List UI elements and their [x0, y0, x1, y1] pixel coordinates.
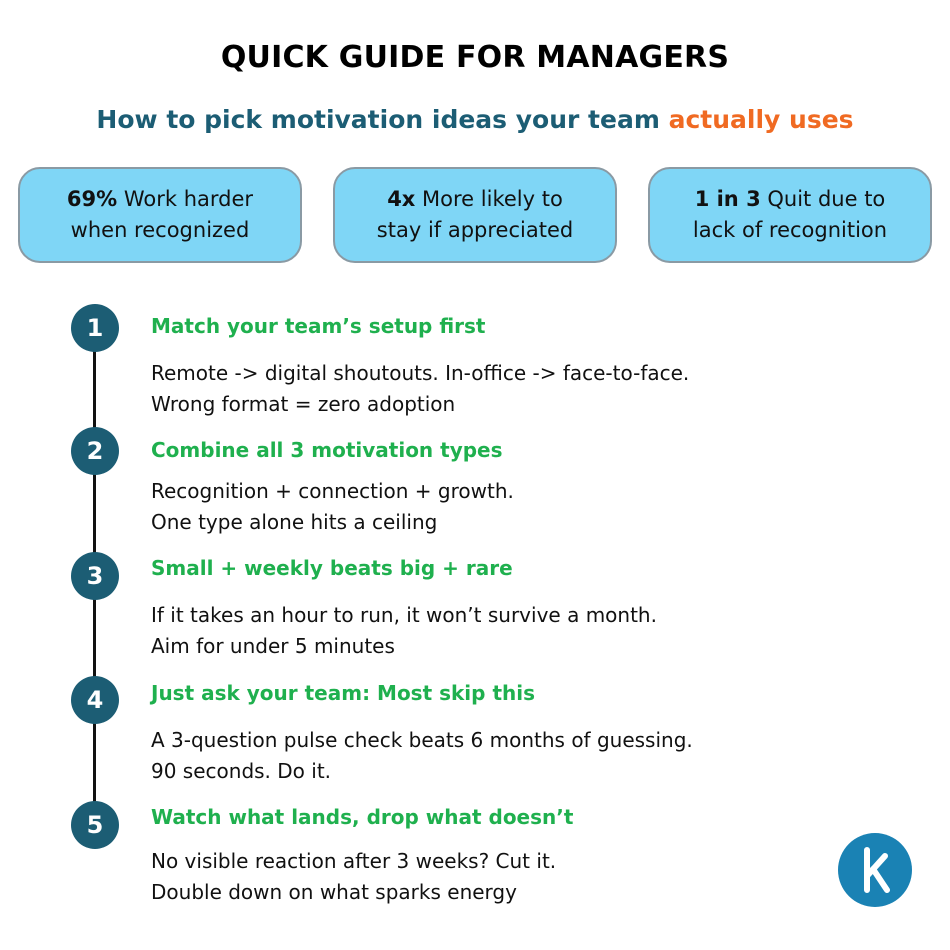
step-line: A 3-question pulse check beats 6 months of guessing. [151, 728, 693, 752]
step-number-badge: 2 [71, 427, 119, 475]
step-title: Just ask your team: Most skip this [151, 681, 536, 705]
stat-value: 69% [66, 187, 118, 211]
stat-text: lack of recognition [692, 218, 888, 242]
page-subtitle [0, 105, 950, 134]
step-line: Double down on what sparks energy [151, 880, 517, 904]
subtitle-main: How to pick motivation ideas your team [96, 105, 660, 134]
step-number-badge: 3 [71, 552, 119, 600]
step-description [151, 846, 556, 908]
stat-value: 1 in 3 [694, 187, 761, 211]
step-description [151, 476, 514, 538]
step-number-badge: 1 [71, 304, 119, 352]
step-title: Combine all 3 motivation types [151, 438, 503, 462]
stat-text: when recognized [70, 218, 250, 242]
step-number-badge: 4 [71, 676, 119, 724]
step-line: Remote -> digital shoutouts. In-office -> face-to-face. [151, 361, 690, 385]
stat-text: Quit due to [767, 187, 886, 211]
stat-text: Work harder [123, 187, 254, 211]
step-line: If it takes an hour to run, it won’t survive a month. [151, 603, 657, 627]
stat-value: 4x [387, 187, 416, 211]
step-number-badge: 5 [71, 801, 119, 849]
stat-card-quit [648, 167, 932, 263]
step-line: Recognition + connection + growth. [151, 479, 514, 503]
step-line: Wrong format = zero adoption [151, 392, 456, 416]
step-title: Watch what lands, drop what doesn’t [151, 805, 574, 829]
step-description [151, 725, 693, 787]
step-line: Aim for under 5 minutes [151, 634, 395, 658]
step-description [151, 600, 657, 662]
k-logo-icon [837, 832, 913, 908]
stat-card-appreciated [333, 167, 617, 263]
stat-text: stay if appreciated [376, 218, 574, 242]
stat-text: More likely to [422, 187, 563, 211]
step-line: 90 seconds. Do it. [151, 759, 332, 783]
page-title: QUICK GUIDE FOR MANAGERS [220, 40, 730, 75]
subtitle-accent: actually uses [668, 105, 854, 134]
step-description [151, 358, 689, 420]
step-title: Small + weekly beats big + rare [151, 556, 513, 580]
stat-card-recognized [18, 167, 302, 263]
step-line: One type alone hits a ceiling [151, 510, 438, 534]
step-line: No visible reaction after 3 weeks? Cut it. [151, 849, 557, 873]
step-title: Match your team’s setup first [151, 314, 486, 338]
